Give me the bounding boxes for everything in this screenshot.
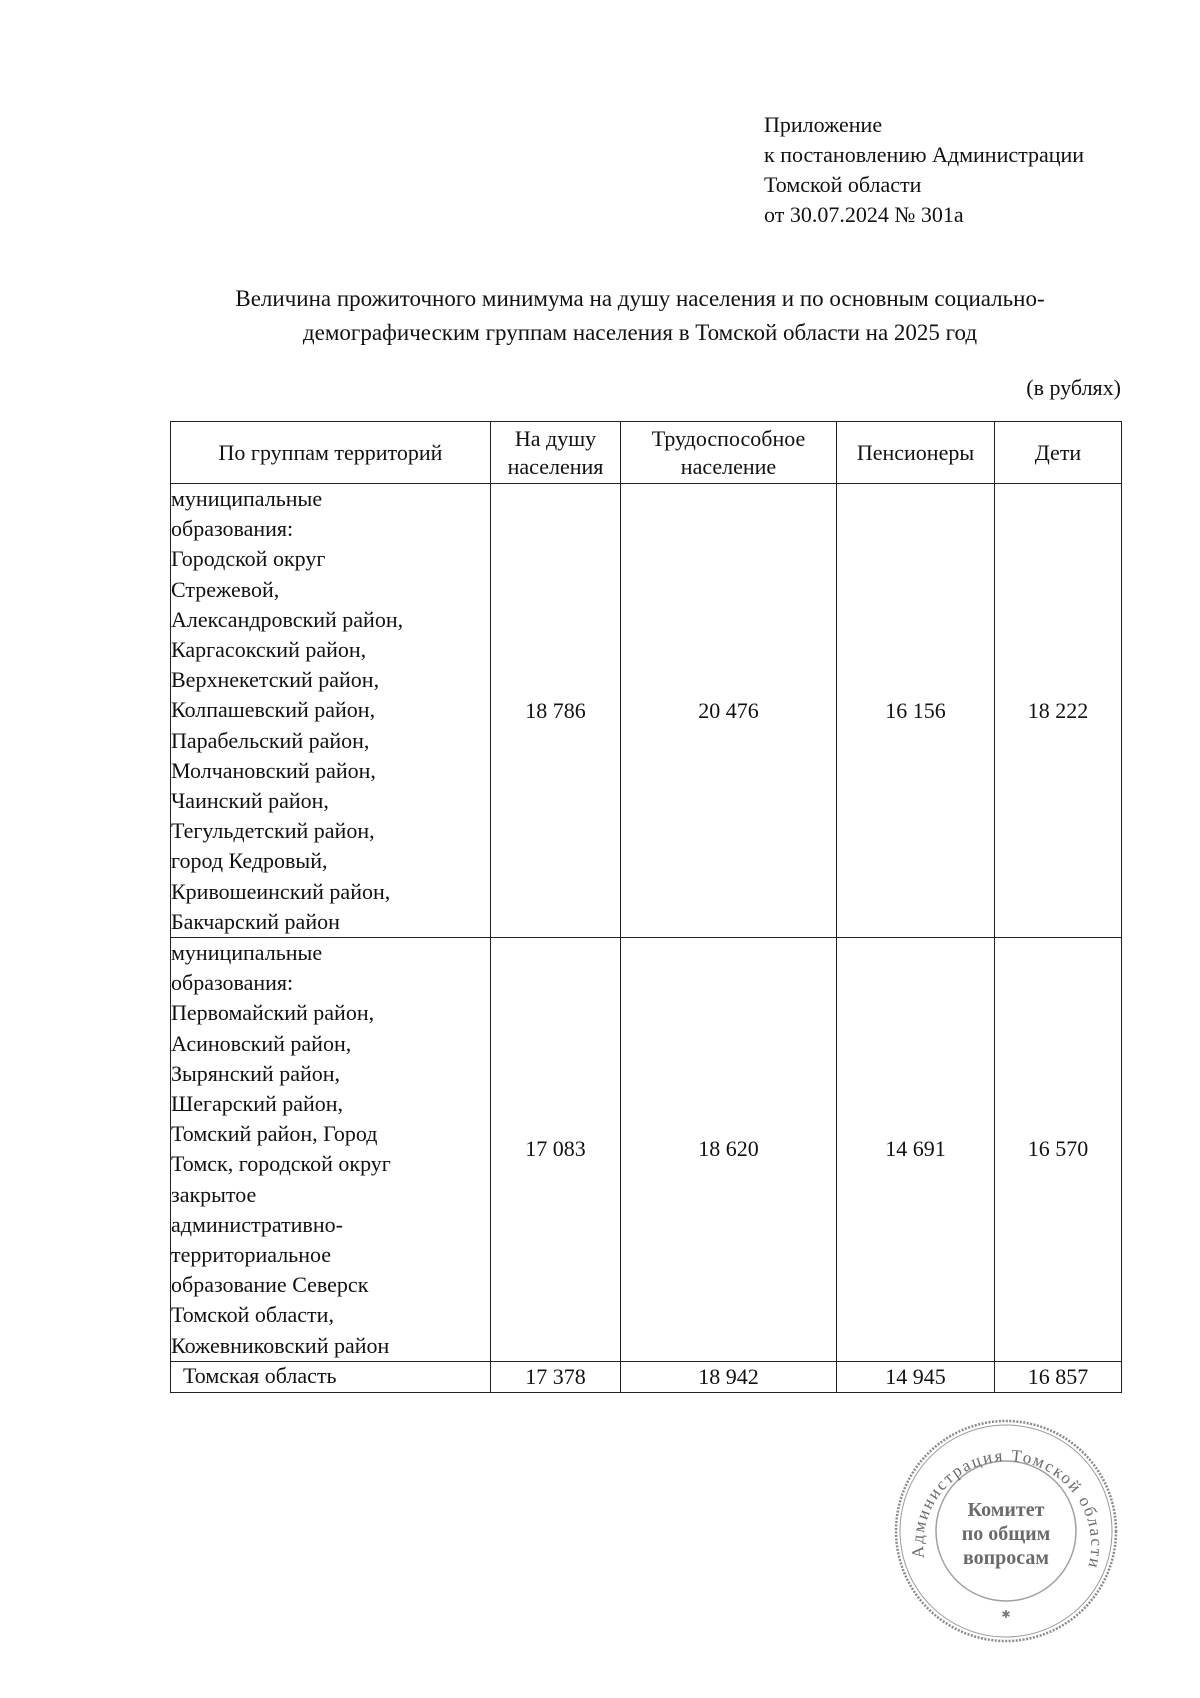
table-header-row (171, 422, 1122, 484)
table-row (171, 484, 1122, 938)
appendix-line: к постановлению Администрации (764, 142, 1085, 167)
pensioners-cell: 16 156 (837, 484, 995, 938)
working-age-cell: 20 476 (621, 484, 837, 938)
territory-text: Томская область (183, 1362, 337, 1388)
children-cell: 16 857 (995, 1361, 1122, 1392)
official-stamp (893, 1418, 1119, 1644)
appendix-header (764, 110, 1084, 230)
appendix-line: Приложение (764, 112, 883, 137)
per-capita-cell: 18 786 (491, 484, 621, 938)
header-territory: По группам территорий (171, 422, 491, 484)
territory-cell (171, 484, 491, 938)
header-per-capita: На душу населения (491, 422, 621, 484)
table-row (171, 938, 1122, 1362)
stamp-ring-text: Администрация Томской области (907, 1445, 1107, 1572)
territory-text: муниципальные образования: Городской округ Стрежевой, Александровский район, Каргасокский район, Верхнекетский район, Колпашевский район, Парабельский район, Молчановский район, Чаинский район, Тегульдетский район, город Кедровый, Кривошеинский район, Бакчарский район (171, 486, 404, 934)
stamp-center-line: Комитет (967, 1499, 1045, 1521)
title-line: Величина прожиточного минимума на душу населения и по основным социально- (235, 286, 1045, 311)
working-age-cell: 18 942 (621, 1361, 837, 1392)
header-pensioners: Пенсионеры (837, 422, 995, 484)
table-total-row (171, 1361, 1122, 1392)
working-age-cell: 18 620 (621, 938, 837, 1362)
territory-text: муниципальные образования: Первомайский район, Асиновский район, Зырянский район, Шегарский район, Томский район, Город Томск, городской округ закрытое административно- территориальное образование Северск Томской области, Кожевниковский район (171, 940, 391, 1358)
header-children: Дети (995, 422, 1122, 484)
children-cell: 16 570 (995, 938, 1122, 1362)
pensioners-cell: 14 691 (837, 938, 995, 1362)
appendix-line: Томской области (764, 172, 922, 197)
stamp-center-line: по общим (961, 1523, 1051, 1545)
appendix-line: от 30.07.2024 № 301а (764, 202, 964, 227)
stamp-star-icon: ✱ (1001, 1608, 1011, 1621)
per-capita-cell: 17 083 (491, 938, 621, 1362)
per-capita-cell: 17 378 (491, 1361, 621, 1392)
territory-cell (171, 1361, 491, 1392)
stamp-center-line: вопросам (962, 1547, 1050, 1569)
subsistence-minimum-table (170, 421, 1122, 1393)
units-note: (в рублях) (1026, 375, 1121, 400)
pensioners-cell: 14 945 (837, 1361, 995, 1392)
header-working-age: Трудоспособное население (621, 422, 837, 484)
title-line: демографическим группам населения в Томской области на 2025 год (302, 320, 978, 345)
document-title (140, 282, 1140, 350)
territory-cell (171, 938, 491, 1362)
children-cell: 18 222 (995, 484, 1122, 938)
